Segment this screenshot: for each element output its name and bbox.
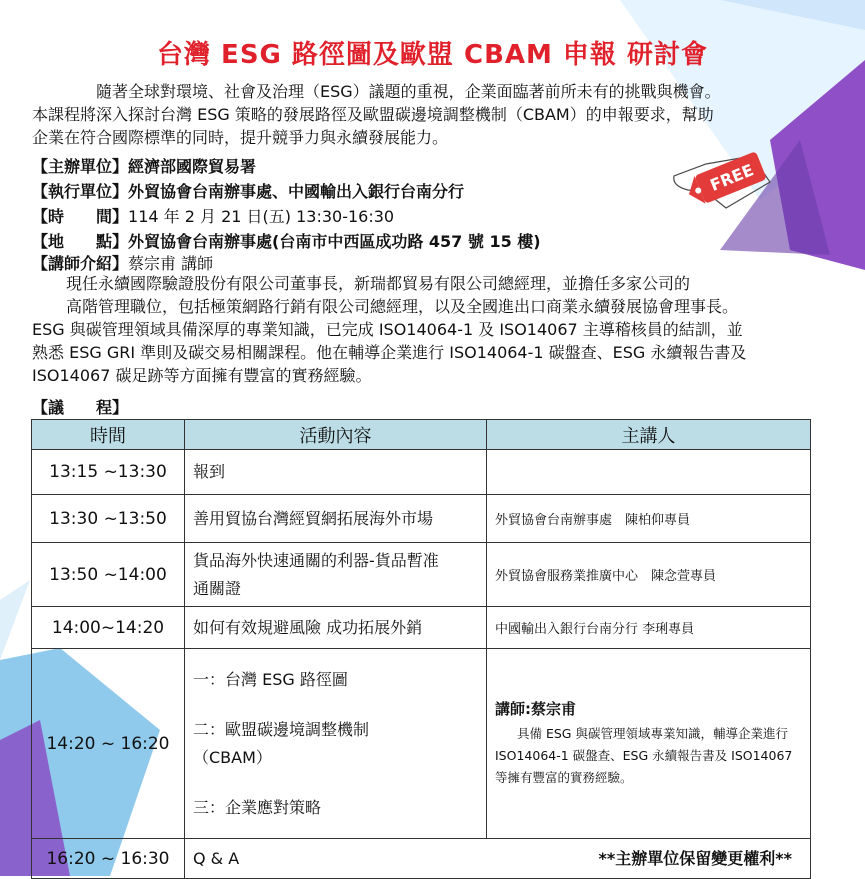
activity-item-1: 一：台灣 ESG 路徑圖 xyxy=(193,669,348,689)
row-speaker: 外貿協會台南辦事處 陳柏仰專員 xyxy=(487,495,811,543)
place-row xyxy=(32,230,672,253)
organizer-value: 經濟部國際貿易署 xyxy=(128,157,257,176)
intro-line-1: 隨著全球對環境、社會及治理（ESG）議題的重視，企業面臨著前所未有的挑戰與機會。 xyxy=(96,82,721,101)
row-speaker: 中國輸出入銀行台南分行 李琍專員 xyxy=(487,607,811,649)
activity-item-2-cont: （CBAM） xyxy=(193,747,272,767)
activity-line-1: 貨品海外快速通關的利器-貨品暫准 xyxy=(193,550,439,570)
table-row xyxy=(32,649,811,839)
activity-line-2: 通關證 xyxy=(193,578,242,598)
speaker-desc-3: 等擁有豐富的實務經驗。 xyxy=(495,770,633,785)
place-label: 【地 點】 xyxy=(32,232,129,251)
time-row xyxy=(32,205,672,228)
row-activity xyxy=(185,839,811,879)
lecturer-label: 【講師介紹】 xyxy=(32,254,129,273)
rights-reserved-note: **主辦單位保留變更權利** xyxy=(598,848,792,868)
row-time: 13:30 ~13:50 xyxy=(32,495,185,543)
row-speaker: 外貿協會服務業推廣中心 陳念萱專員 xyxy=(487,543,811,607)
free-tag-icon xyxy=(672,148,772,210)
row-time: 14:20 ~ 16:20 xyxy=(32,649,185,839)
organizer-row xyxy=(32,155,672,178)
table-row xyxy=(32,450,811,495)
lecturer-value: 蔡宗甫 講師 xyxy=(128,254,214,273)
row-activity xyxy=(185,649,487,839)
intro-line-3: 企業在符合國際標準的同時，提升競爭力與永續發展能力。 xyxy=(32,128,449,147)
bio-line-4: 熟悉 ESG GRI 準則及碳交易相關課程。他在輔導企業進行 ISO14064-1 碳盤查、ESG 永續報告書及 xyxy=(32,343,747,362)
time-label: 【時 間】 xyxy=(32,207,129,226)
lecturer-bio xyxy=(32,272,837,387)
row-activity: 報到 xyxy=(185,450,487,495)
activity-item-3: 三：企業應對策略 xyxy=(193,797,322,817)
row-activity: 善用貿協台灣經貿網拓展海外市場 xyxy=(185,495,487,543)
row-time: 14:00~14:20 xyxy=(32,607,185,649)
bio-line-5: ISO14067 碳足跡等方面擁有豐富的實務經驗。 xyxy=(32,366,372,385)
speaker-desc-2: ISO14064-1 碳盤查、ESG 永續報告書及 ISO14067 xyxy=(495,748,793,763)
table-row xyxy=(32,495,811,543)
agenda-label-row xyxy=(32,396,672,419)
table-row xyxy=(32,607,811,649)
table-row xyxy=(32,839,811,879)
row-speaker xyxy=(487,450,811,495)
time-value: 114 年 2 月 21 日(五) 13:30-16:30 xyxy=(128,207,395,226)
row-activity xyxy=(185,543,487,607)
organizer-label: 【主辦單位】 xyxy=(32,157,129,176)
row-speaker xyxy=(487,649,811,839)
bio-line-3: ESG 與碳管理領域具備深厚的專業知識，已完成 ISO14064-1 及 ISO14067 主導稽核員的結訓，並 xyxy=(32,320,743,339)
agenda-label: 【議 程】 xyxy=(32,398,129,417)
row-activity: 如何有效規避風險 成功拓展外銷 xyxy=(185,607,487,649)
bio-line-1: 現任永續國際驗證股份有限公司董事長，新瑞都貿易有限公司總經理，並擔任多家公司的 xyxy=(66,274,691,293)
header-time: 時間 xyxy=(32,420,185,450)
header-speaker: 主講人 xyxy=(487,420,811,450)
executor-row xyxy=(32,180,672,203)
executor-value: 外貿協會台南辦事處、中國輸出入銀行台南分行 xyxy=(128,182,465,201)
table-row xyxy=(32,543,811,607)
row-time: 13:50 ~14:00 xyxy=(32,543,185,607)
speaker-name: 講師:蔡宗甫 xyxy=(495,700,576,718)
intro-line-2: 本課程將深入探討台灣 ESG 策略的發展路徑及歐盟碳邊境調整機制（CBAM）的申報要求，幫助 xyxy=(32,105,714,124)
intro-paragraph xyxy=(32,80,822,149)
activity-item-2: 二：歐盟碳邊境調整機制 xyxy=(193,719,370,739)
free-tag-label: FREE xyxy=(707,160,757,195)
table-header-row xyxy=(32,420,811,450)
bio-line-2: 高階管理職位，包括極策網路行銷有限公司總經理，以及全國進出口商業永續發展協會理事長。 xyxy=(66,297,739,316)
speaker-desc-1: 具備 ESG 與碳管理領域專業知識，輔導企業進行 xyxy=(517,726,788,741)
row-time: 16:20 ~ 16:30 xyxy=(32,839,185,879)
row-time: 13:15 ~13:30 xyxy=(32,450,185,495)
place-value: 外貿協會台南辦事處(台南市中西區成功路 457 號 15 樓) xyxy=(128,232,541,251)
header-activity: 活動內容 xyxy=(185,420,487,450)
executor-label: 【執行單位】 xyxy=(32,182,129,201)
agenda-table xyxy=(31,419,811,879)
qa-label: Q & A xyxy=(193,848,240,868)
page-title: 台灣 ESG 路徑圖及歐盟 CBAM 申報 研討會 xyxy=(157,40,708,70)
